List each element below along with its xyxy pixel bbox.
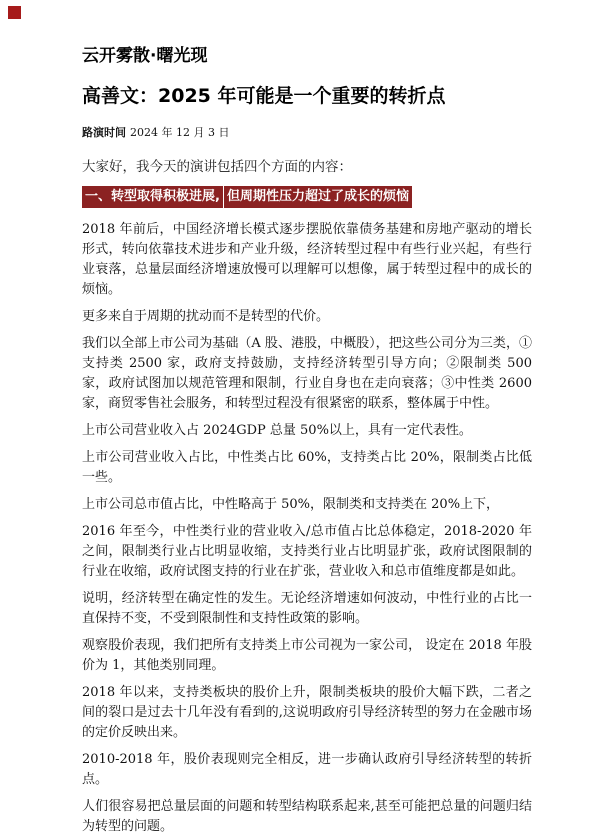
- red-square-marker: [8, 6, 21, 19]
- section-heading-part1: 一、转型取得积极进展,: [82, 186, 223, 208]
- section-heading-part2: 但周期性压力超过了成长的烦恼: [224, 186, 412, 208]
- paragraph: 2010-2018 年，股价表现则完全相反，进一步确认政府引导经济转型的转折点。: [82, 752, 532, 787]
- article-content: [82, 44, 532, 837]
- intro-sentence: 大家好，我今天的演讲包括四个方面的内容：: [82, 159, 352, 175]
- paragraph: 观察股价表现，我们把所有支持类上市公司视为一家公司， 设定在 2018 年股价为 1，其他类别同理。: [82, 638, 532, 673]
- date-label: 路演时间: [82, 126, 126, 139]
- paragraph: 2018 年前后，中国经济增长模式逐步摆脱依靠债务基建和房地产驱动的增长形式，转向依靠技术进步和产业升级，经济转型过程中有些行业兴起，有些行业衰落，总量层面经济增速放慢可以理解可以想像，属于转型过程中的成长的烦恼。: [82, 222, 532, 297]
- paragraph: 人们很容易把总量层面的问题和转型结构联系起来,甚至可能把总量的问题归结为转型的问题。: [82, 799, 532, 834]
- paragraph: 我们以全部上市公司为基础（A 股、港股，中概股），把这些公司分为三类，①支持类 2500 家，政府支持鼓励，支持经济转型引导方向；②限制类 500 家，政府试图加以规范管理和限制，行业自身也在走向衰落；③中性类 2600 家，商贸零售社会服务，和转型过程没有很紧密的联系，整体属于中性。: [82, 336, 532, 411]
- paragraph: 上市公司总市值占比，中性略高于 50%，限制类和支持类在 20%上下，: [82, 497, 500, 512]
- paragraph: 说明，经济转型在确定性的发生。无论经济增速如何波动，中性行业的占比一直保持不变，不受到限制性和支持性政策的影响。: [82, 591, 532, 626]
- paragraph: 2016 年至今，中性类行业的营业收入/总市值占比总体稳定，2018-2020 年之间，限制类行业占比明显收缩，支持类行业占比明显扩张，政府试图限制的行业在收缩，政府试图支持的行业在扩张，营业收入和总市值维度都是如此。: [82, 524, 532, 579]
- roadshow-date-line: [82, 126, 532, 140]
- paragraph: 上市公司营业收入占 2024GDP 总量 50%以上，具有一定代表性。: [82, 423, 472, 438]
- paragraph: 更多来自于周期的扰动而不是转型的代价。: [82, 309, 330, 324]
- series-title: 云开雾散·曙光现: [82, 46, 208, 66]
- date-value: 2024 年 12 月 3 日: [130, 126, 230, 139]
- paragraph: 2018 年以来，支持类板块的股价上升，限制类板块的股价大幅下跌，二者之间的裂口是过去十几年没有看到的,这说明政府引导经济转型的努力在金融市场的定价反映出来。: [82, 685, 532, 740]
- body-paragraphs: [82, 220, 532, 837]
- section-heading: [82, 186, 532, 208]
- paragraph: 上市公司营业收入占比，中性类占比 60%，支持类占比 20%，限制类占比低一些。: [82, 450, 532, 485]
- page-title: 高善文：2025 年可能是一个重要的转折点: [82, 85, 446, 107]
